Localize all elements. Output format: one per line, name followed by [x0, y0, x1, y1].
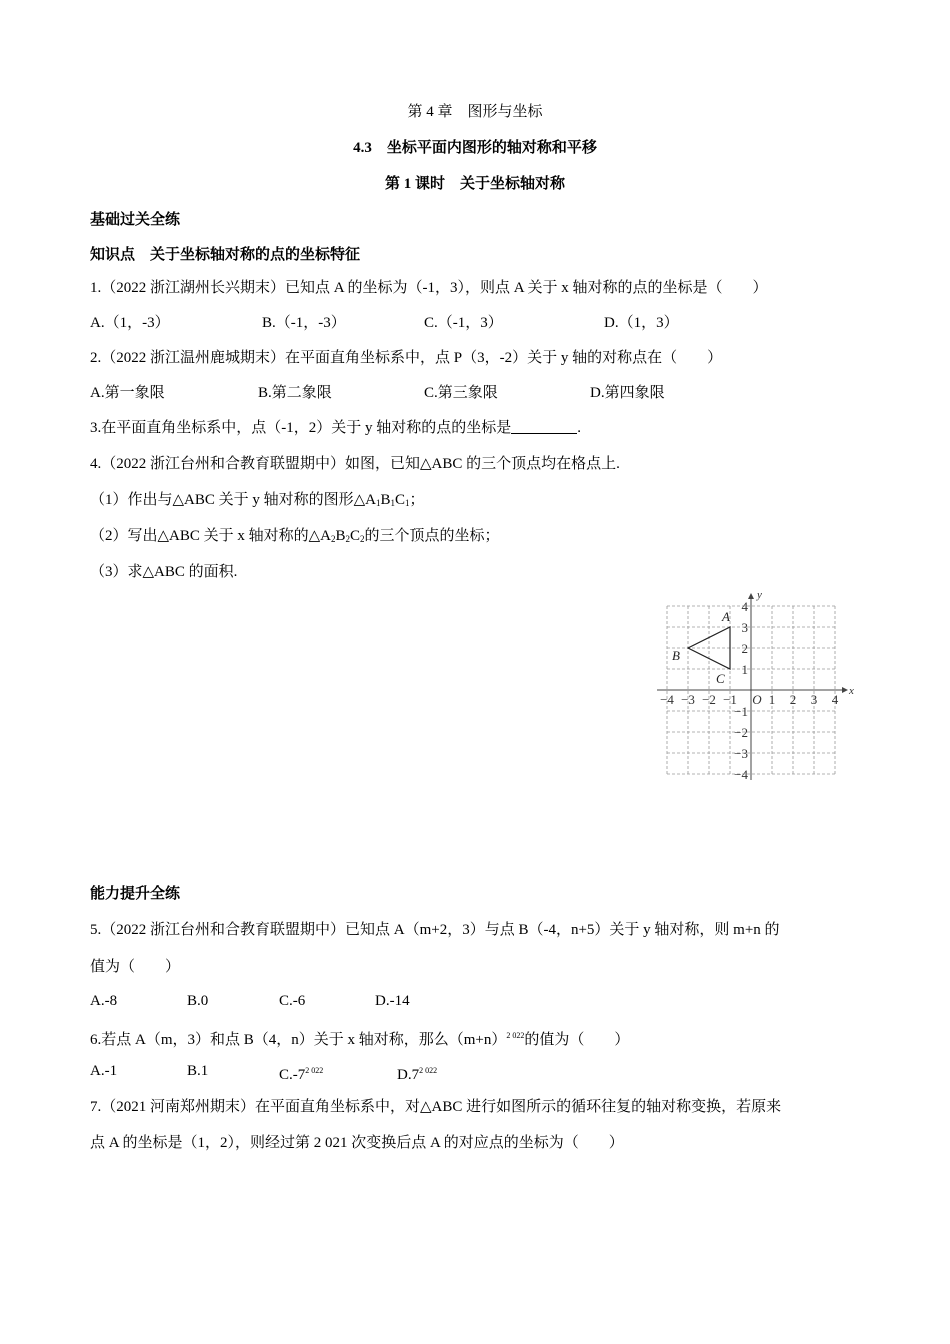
q6-option-c-base: C.-7 [279, 1067, 306, 1083]
x-tick-label: 2 [789, 692, 797, 707]
coordinate-figure [655, 585, 870, 785]
point-label-a: A [722, 609, 730, 624]
y-tick-label: 3 [741, 620, 748, 635]
point-labels [672, 609, 730, 686]
question-7: 7.（2021 河南郑州期末）在平面直角坐标系中，对△ABC 进行如图所示的循环往复的轴对称变换，若原来 [90, 1099, 782, 1115]
q4-p2-end: 的三个顶点的坐标； [364, 528, 500, 544]
question-6 [90, 1026, 629, 1050]
q4-p1-b: B [380, 492, 391, 508]
y-tick-label: 2 [741, 641, 748, 656]
q4-p1-end: ； [409, 492, 425, 508]
q4-p2-text: （2）写出△ABC 关于 x 轴对称的△A [90, 528, 331, 544]
question-4: 4.（2022 浙江台州和合教育联盟期中）如图，已知△ABC 的三个顶点均在格点上. [90, 456, 620, 472]
y-tick-label: −1 [734, 704, 748, 719]
x-axis-arrow [842, 687, 848, 693]
point-label-b: B [672, 648, 680, 663]
x-tick-label: O [752, 692, 762, 707]
question-5-cont: 值为（ ） [90, 959, 181, 975]
q1-option-c: C.（-1，3） [424, 315, 503, 331]
y-tick-label: −2 [734, 725, 748, 740]
q5-option-d: D.-14 [375, 993, 410, 1009]
x-tick-label: −4 [660, 692, 674, 707]
q4-p1-sub-b: 1 [390, 498, 396, 508]
x-tick-label: −1 [723, 692, 737, 707]
q6-option-a: A.-1 [90, 1063, 118, 1079]
q2-option-c: C.第三象限 [424, 385, 498, 401]
q4-p1-text: （1）作出与△ABC 关于 y 轴对称的图形△A [90, 492, 376, 508]
question-1: 1.（2022 浙江湖州长兴期末）已知点 A 的坐标为（-1，3），则点 A 关于 x 轴对称的点的坐标是（ ） [90, 280, 768, 296]
question-7-cont: 点 A 的坐标是（1，2），则经过第 2 021 次变换后点 A 的对应点的坐标为（ ） [90, 1135, 624, 1151]
axes [657, 589, 854, 780]
q4-part-2 [90, 526, 500, 549]
q4-p2-b: B [335, 528, 346, 544]
y-axis-label: y [757, 589, 762, 601]
q6-option-d-base: D.7 [397, 1067, 420, 1083]
y-tick-label: −3 [734, 746, 748, 761]
q4-p2-c: C [350, 528, 361, 544]
q4-p1-c: C [395, 492, 406, 508]
q6-option-d [397, 1061, 437, 1085]
q2-option-d: D.第四象限 [590, 385, 665, 401]
knowledge-point-heading: 知识点 关于坐标轴对称的点的坐标特征 [90, 247, 361, 263]
q2-option-a: A.第一象限 [90, 385, 165, 401]
q6-option-d-exp: 2 022 [419, 1066, 438, 1075]
q4-part-1 [90, 490, 425, 513]
q6-text-end: 的值为（ ） [524, 1032, 630, 1048]
q6-exponent: 2 022 [506, 1031, 525, 1040]
q1-option-d: D.（1，3） [604, 315, 679, 331]
y-tick-label: 1 [741, 662, 748, 677]
section-title: 4.3 坐标平面内图形的轴对称和平移 [353, 140, 597, 156]
q3-text: 3.在平面直角坐标系中，点（-1，2）关于 y 轴对称的点的坐标是 [90, 420, 512, 436]
x-tick-label: −2 [702, 692, 716, 707]
q3-end: . [577, 420, 581, 436]
question-5: 5.（2022 浙江台州和合教育联盟期中）已知点 A（m+2，3）与点 B（-4，n+5）关于 y 轴对称，则 m+n 的 [90, 922, 780, 938]
x-tick-label: 3 [810, 692, 818, 707]
q6-option-c [279, 1061, 323, 1085]
q6-option-b: B.1 [187, 1063, 209, 1079]
lesson-title: 第 1 课时 关于坐标轴对称 [384, 176, 565, 192]
q4-p2-sub-c: 2 [360, 534, 365, 544]
chapter-title: 第 4 章 图形与坐标 [407, 104, 543, 120]
advanced-section-heading: 能力提升全练 [90, 886, 181, 902]
q1-option-b: B.（-1，-3） [262, 315, 346, 331]
q2-option-b: B.第二象限 [258, 385, 332, 401]
q4-p2-sub-a: 2 [331, 534, 336, 544]
x-tick-label: 1 [768, 692, 776, 707]
x-tick-label: 4 [831, 692, 839, 707]
q6-option-c-exp: 2 022 [305, 1066, 324, 1075]
q3-answer-blank [511, 419, 577, 434]
y-axis-arrow [748, 593, 754, 599]
point-label-c: C [716, 671, 725, 686]
x-axis-label: x [849, 685, 854, 697]
basic-section-heading: 基础过关全练 [90, 212, 181, 228]
q1-option-a: A.（1，-3） [90, 315, 170, 331]
q4-p2-sub-b: 2 [345, 534, 351, 544]
y-tick-label: −4 [734, 767, 748, 782]
q6-text: 6.若点 A（m，3）和点 B（4，n）关于 x 轴对称，那么（m+n） [90, 1032, 507, 1048]
q4-p1-sub-c: 1 [405, 498, 410, 508]
y-tick-label: 4 [741, 599, 748, 614]
q5-option-a: A.-8 [90, 993, 118, 1009]
q5-option-b: B.0 [187, 993, 209, 1009]
question-2: 2.（2022 浙江温州鹿城期末）在平面直角坐标系中，点 P（3，-2）关于 y 轴的对称点在（ ） [90, 350, 723, 366]
q4-p1-sub-a: 1 [376, 498, 381, 508]
q4-part-3: （3）求△ABC 的面积. [90, 564, 238, 580]
x-tick-label: −3 [681, 692, 695, 707]
question-3 [90, 418, 581, 438]
q5-option-c: C.-6 [279, 993, 306, 1009]
